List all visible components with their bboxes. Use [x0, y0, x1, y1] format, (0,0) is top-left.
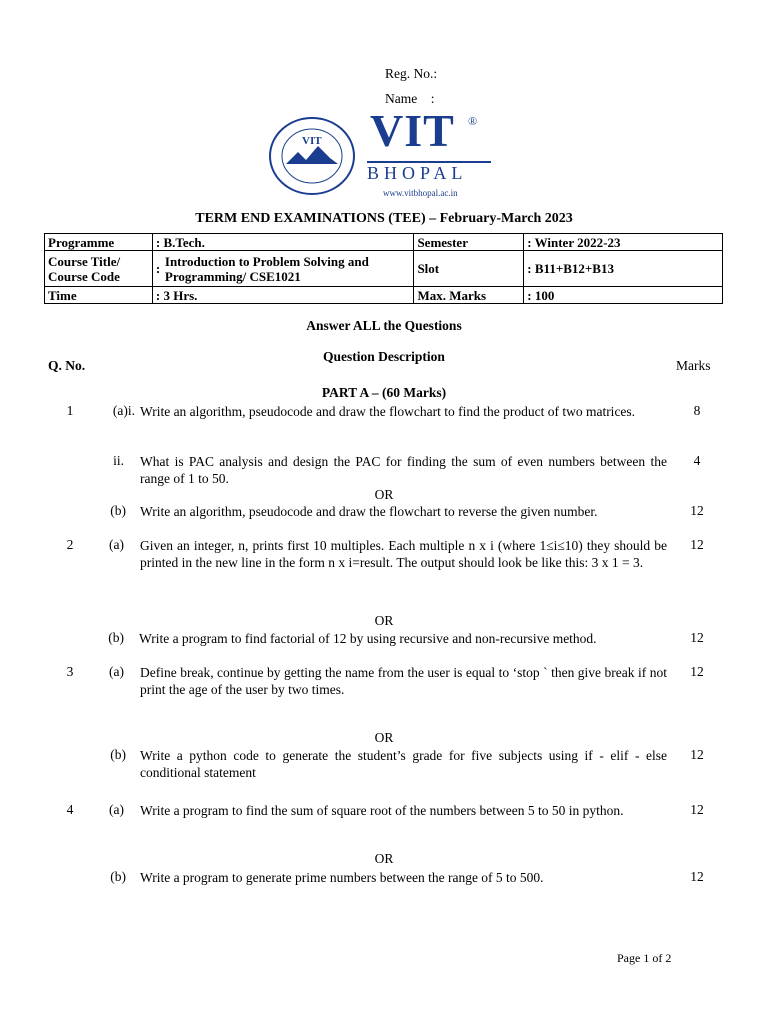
question-sub-label: (a): [109, 537, 124, 552]
semester-label: Semester: [414, 234, 524, 251]
or-separator: OR: [374, 851, 394, 866]
part-a-heading: PART A – (60 Marks): [321, 385, 447, 400]
exam-title: TERM END EXAMINATIONS (TEE) – February-March 2023: [195, 211, 573, 226]
time-value: : 3 Hrs.: [152, 287, 414, 304]
course-value: [152, 251, 414, 287]
question-marks: 12: [690, 747, 704, 762]
question-text: Write a program to find the sum of square root of the numbers between 5 to 50 in python.: [140, 803, 624, 818]
question-marks: 12: [690, 869, 704, 884]
question-marks: 12: [690, 664, 704, 679]
course-colon: :: [155, 261, 161, 276]
or-separator: OR: [374, 730, 394, 745]
course-label-line-1: Course Title/: [48, 253, 121, 269]
course-title: Introduction to Problem Solving and: [164, 253, 369, 269]
question-text: Given an integer, n, prints first 10 multiples. Each multiple n x i (where 1≤i≤10) they should be printed in the new line in the form n x i=result. The output should look be like this: 3 x 1 = 3.: [140, 538, 667, 570]
logo-registered-mark: ®: [468, 114, 478, 128]
question-sub-label: (a): [109, 664, 124, 679]
seal-text: VIT: [302, 135, 322, 147]
logo-vit: VIT: [370, 105, 455, 156]
course-code: Programming/ CSE1021: [164, 268, 301, 284]
time-label: Time: [45, 287, 153, 304]
question-text: What is PAC analysis and design the PAC for finding the sum of even numbers between the range of 1 to 50.: [140, 454, 667, 486]
marks-header: Marks: [676, 358, 711, 373]
institute-seal-icon: [268, 116, 356, 196]
qno-header: Q. No.: [48, 358, 86, 373]
question-sub-label: (b): [110, 747, 126, 762]
course-info-table: [44, 233, 723, 304]
question-marks: 12: [690, 802, 704, 817]
question-sub-label: (a): [109, 802, 124, 817]
course-label-line-2: Course Code: [48, 268, 120, 284]
logo-campus: BHOPAL: [367, 163, 468, 183]
name-label: Name :: [385, 91, 435, 106]
question-text: Write a program to find factorial of 12 by using recursive and non-recursive method.: [139, 631, 597, 646]
question-text: Define break, continue by getting the name from the user is equal to ‘stop ` then give break if not print the age of the user by two times.: [140, 665, 667, 697]
question-marks: 8: [693, 403, 701, 418]
programme-value: : B.Tech.: [152, 234, 414, 251]
slot-label: Slot: [414, 251, 524, 287]
question-marks: 12: [690, 537, 704, 552]
question-marks: 12: [690, 503, 704, 518]
max-marks-value: : 100: [524, 287, 723, 304]
question-number: 4: [66, 802, 74, 817]
question-marks: 12: [690, 630, 704, 645]
or-separator: OR: [374, 613, 394, 628]
question-sub-label: (b): [108, 630, 124, 645]
question-text: Write a python code to generate the student’s grade for five subjects using if - elif - else conditional statement: [140, 748, 667, 780]
question-text: Write a program to generate prime numbers between the range of 5 to 500.: [140, 870, 544, 885]
question-number: 1: [66, 403, 74, 418]
question-number: 3: [66, 664, 74, 679]
question-sub-label: ii.: [113, 453, 124, 468]
slot-value: : B11+B12+B13: [524, 251, 723, 287]
instructions: Answer ALL the Questions: [306, 318, 462, 333]
question-text: Write an algorithm, pseudocode and draw the flowchart to reverse the given number.: [140, 504, 598, 519]
question-sub-label: (b): [110, 869, 126, 884]
question-text: Write an algorithm, pseudocode and draw the flowchart to find the product of two matrices.: [140, 404, 636, 419]
max-marks-label: Max. Marks: [414, 287, 524, 304]
or-separator: OR: [374, 487, 394, 502]
semester-value: : Winter 2022-23: [524, 234, 723, 251]
description-header: Question Description: [323, 349, 445, 364]
logo-url: www.vitbhopal.ac.in: [383, 188, 458, 198]
reg-no-label: Reg. No.:: [385, 66, 438, 81]
programme-label: Programme: [45, 234, 153, 251]
question-marks: 4: [693, 453, 701, 468]
question-sub-label: (b): [110, 503, 126, 518]
question-number: 2: [66, 537, 74, 552]
question-sub-label: (a)i.: [112, 403, 135, 418]
course-label: [45, 251, 153, 287]
page-number: Page 1 of 2: [617, 951, 672, 965]
